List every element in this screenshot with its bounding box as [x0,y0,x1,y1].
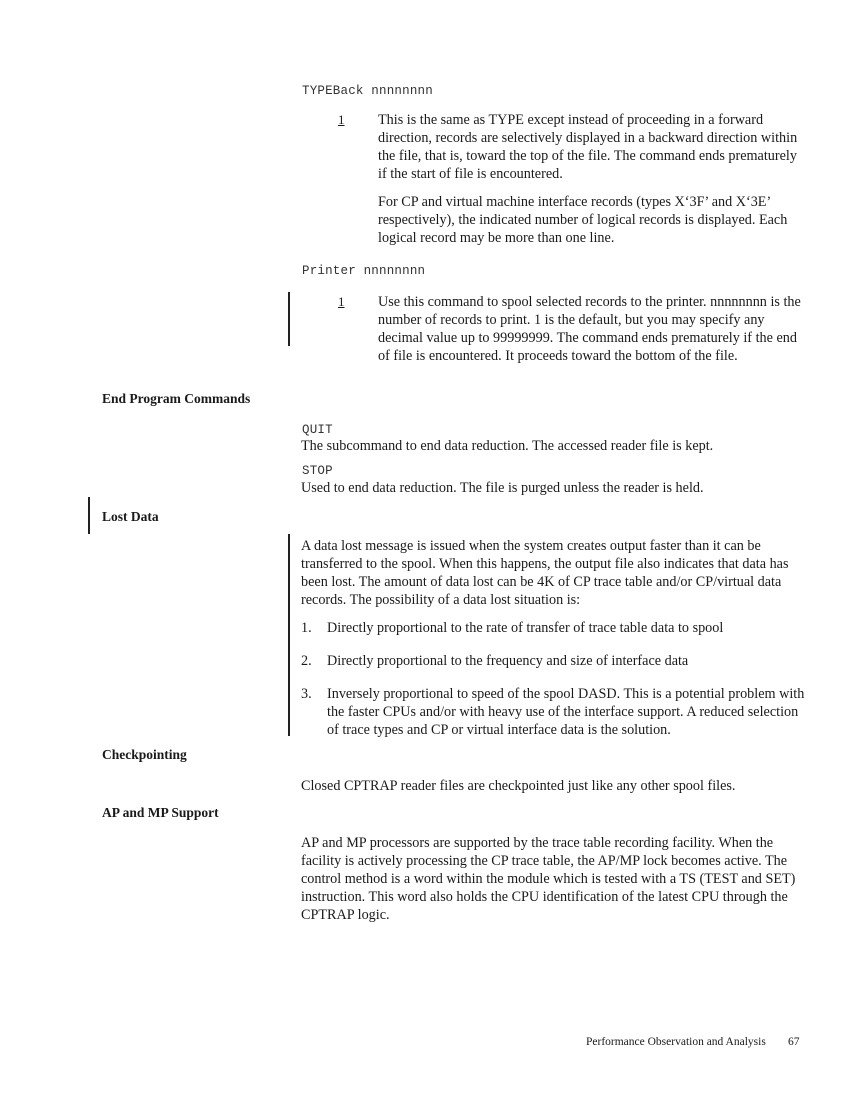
list-text: Inversely proportional to speed of the spool DASD. This is a potential problem with the faster CPUs and/or with heavy use of the interface support. A reduced selection of trace types and CP or virtual interface data is the solution. [327,686,805,738]
checkpointing-heading: Checkpointing [102,747,187,762]
end-program-heading: End Program Commands [102,391,251,406]
revision-bar [288,534,290,736]
ap-mp-text: AP and MP processors are supported by the trace table recording facility. When the facility is actively processing the CP trace table, the AP/MP lock becomes active. The control method is a word within the module which is tested with a TS (TEST and SET) instruction. This word also holds the CPU identification of the latest CPU through the CPTRAP logic. [301,835,796,923]
typeback-interface-note: For CP and virtual machine interface records (types X‘3F’ and X‘3E’ respectively), the indicated number of logical records is displayed. Each logical record may be more than one line. [378,194,788,246]
printer-description: Use this command to spool selected records to the printer. nnnnnnnn is the number of records to print. 1 is the default, but you may specify any decimal value up to 99999999. The command ends prematurely if the end of file is encountered. It proceeds toward the bottom of the file. [378,294,801,364]
list-item [301,685,811,739]
quit-command: QUIT [302,423,333,437]
footer-title: Performance Observation and Analysis [586,1036,766,1048]
lost-data-intro: A data lost message is issued when the system creates output faster than it can be transferred to the spool. When this happens, the output file also indicates that data has been lost. The amount of data lost can be 4K of CP trace table and/or CP/virtual data records. The possibility of a data lost situation is: [301,538,789,608]
list-item [301,652,811,670]
ap-mp-heading: AP and MP Support [102,805,219,820]
typeback-command: TYPEBack nnnnnnnn [302,84,433,98]
page-number: 67 [788,1036,800,1048]
revision-bar [88,497,90,534]
typeback-description: This is the same as TYPE except instead of proceeding in a forward direction, records are selectively displayed in a backward direction within the file, that is, toward the top of the file. The command ends prematurely if the start of file is encountered. [378,112,798,182]
checkpointing-text: Closed CPTRAP reader files are checkpointed just like any other spool files. [301,778,736,794]
typeback-marker: 1 [338,112,345,127]
stop-description: Used to end data reduction. The file is purged unless the reader is held. [301,480,704,496]
list-text: Directly proportional to the frequency and size of interface data [327,653,689,669]
list-item [301,619,811,637]
printer-marker: 1 [338,294,345,309]
quit-description: The subcommand to end data reduction. The accessed reader file is kept. [301,438,714,454]
stop-command: STOP [302,464,333,478]
list-number: 1. [301,620,312,636]
lost-data-heading: Lost Data [102,509,159,524]
list-number: 2. [301,653,312,669]
list-number: 3. [301,686,312,702]
printer-command: Printer nnnnnnnn [302,264,426,278]
revision-bar [288,292,290,346]
list-text: Directly proportional to the rate of transfer of trace table data to spool [327,620,724,636]
